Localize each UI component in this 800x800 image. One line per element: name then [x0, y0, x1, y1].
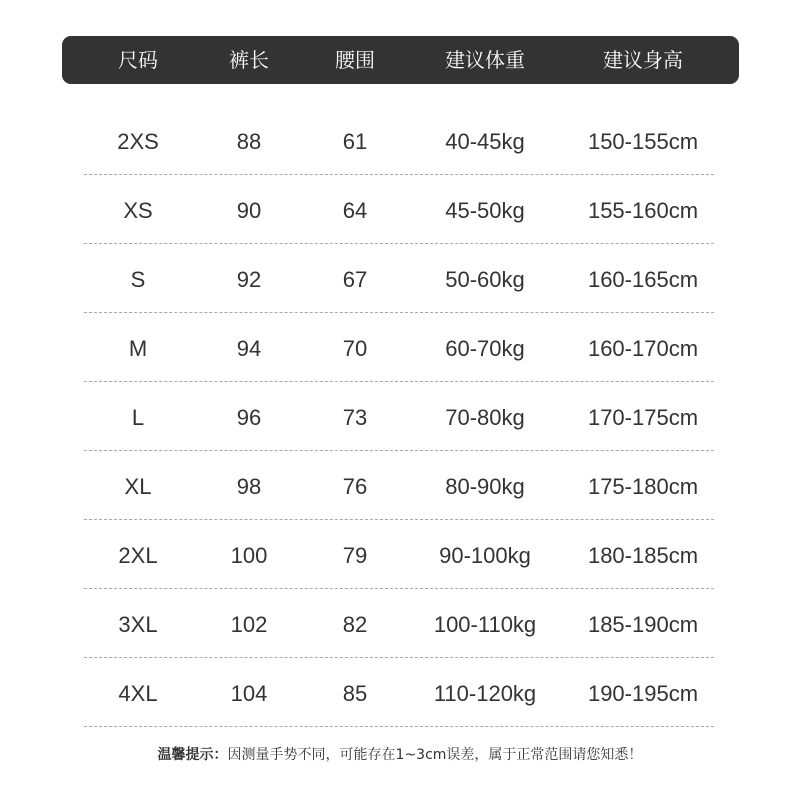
cell-size: M — [128, 336, 148, 361]
table-row — [0, 658, 800, 727]
cell-height: 185-190cm — [587, 612, 699, 637]
cell-size: 4XL — [118, 681, 158, 706]
tip-label: 温馨提示： — [157, 747, 228, 763]
cell-length: 88 — [236, 129, 262, 154]
cell-size: XL — [124, 474, 152, 499]
cell-height: 175-180cm — [587, 474, 699, 499]
cell-height: 160-165cm — [587, 267, 699, 292]
cell-length: 100 — [230, 543, 268, 568]
cell-weight: 60-70kg — [445, 336, 525, 361]
table-row — [0, 451, 800, 520]
cell-weight: 40-45kg — [445, 129, 525, 154]
table-header — [62, 36, 739, 84]
cell-length: 96 — [236, 405, 262, 430]
header-size: 尺码 — [118, 48, 158, 72]
header-height: 建议身高 — [603, 48, 683, 72]
cell-size: 3XL — [118, 612, 158, 637]
cell-waist: 85 — [342, 681, 368, 706]
cell-waist: 73 — [342, 405, 368, 430]
cell-length: 92 — [236, 267, 262, 292]
cell-weight: 80-90kg — [445, 474, 525, 499]
cell-length: 102 — [230, 612, 268, 637]
header-weight: 建议体重 — [445, 48, 525, 72]
cell-height: 150-155cm — [587, 129, 699, 154]
cell-size: 2XL — [118, 543, 158, 568]
cell-waist: 61 — [342, 129, 368, 154]
cell-weight: 100-110kg — [433, 612, 537, 637]
cell-size: S — [130, 267, 146, 292]
cell-length: 98 — [236, 474, 262, 499]
tip-note — [0, 744, 800, 764]
table-row — [0, 106, 800, 175]
cell-size: L — [131, 405, 145, 430]
table-row — [0, 175, 800, 244]
table-row — [0, 589, 800, 658]
cell-waist: 82 — [342, 612, 368, 637]
cell-height: 155-160cm — [587, 198, 699, 223]
table-row — [0, 520, 800, 589]
table-row — [0, 382, 800, 451]
cell-weight: 45-50kg — [445, 198, 525, 223]
cell-height: 170-175cm — [587, 405, 699, 430]
cell-weight: 50-60kg — [445, 267, 525, 292]
size-table-body — [0, 106, 800, 727]
cell-length: 90 — [236, 198, 262, 223]
table-row — [0, 313, 800, 382]
tip-text: 因测量手势不同，可能存在1~3cm误差，属于正常范围请您知悉！ — [227, 747, 643, 763]
cell-weight: 110-120kg — [433, 681, 537, 706]
cell-length: 104 — [230, 681, 268, 706]
cell-height: 160-170cm — [587, 336, 699, 361]
table-row — [0, 244, 800, 313]
cell-waist: 76 — [342, 474, 368, 499]
cell-waist: 64 — [342, 198, 368, 223]
header-waist: 腰围 — [335, 48, 375, 72]
cell-waist: 79 — [342, 543, 368, 568]
header-length: 裤长 — [229, 48, 269, 72]
cell-waist: 70 — [342, 336, 368, 361]
cell-waist: 67 — [342, 267, 368, 292]
cell-height: 180-185cm — [587, 543, 699, 568]
cell-length: 94 — [236, 336, 262, 361]
cell-height: 190-195cm — [587, 681, 699, 706]
cell-size: XS — [123, 198, 153, 223]
cell-weight: 90-100kg — [439, 543, 531, 568]
cell-weight: 70-80kg — [445, 405, 525, 430]
cell-size: 2XS — [117, 129, 159, 154]
